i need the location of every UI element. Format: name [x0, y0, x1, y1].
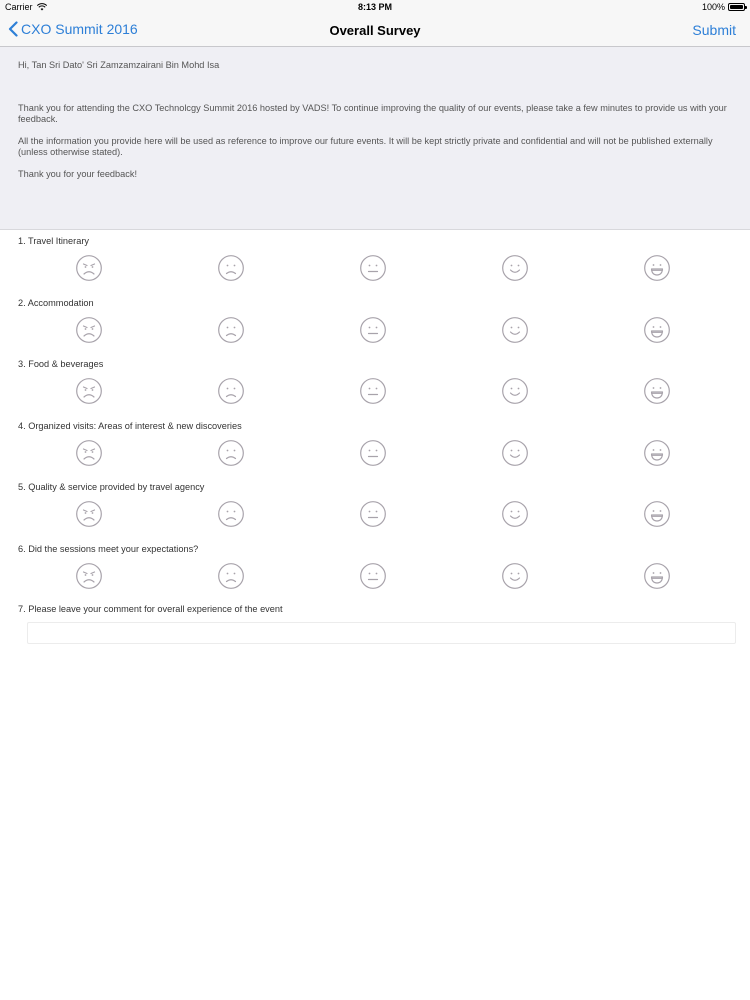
rating-row	[0, 562, 750, 592]
sad-face-icon[interactable]	[217, 316, 245, 344]
grin-face-icon[interactable]	[643, 316, 671, 344]
grin-face-icon[interactable]	[643, 377, 671, 405]
intro-paragraph-2: All the information you provide here will be used as reference to improve our future events. It will be kept strictly private and confidential and will not be published externally (unless otherwise stated).	[18, 135, 713, 157]
neutral-face-icon[interactable]	[359, 254, 387, 282]
submit-button[interactable]: Submit	[692, 22, 736, 38]
rating-row	[0, 439, 750, 469]
question-6	[0, 538, 750, 600]
comment-input[interactable]	[27, 622, 736, 644]
rating-row	[0, 316, 750, 346]
question-1	[0, 230, 750, 292]
neutral-face-icon[interactable]	[359, 316, 387, 344]
rating-row	[0, 500, 750, 530]
question-label: 2. Accommodation	[18, 297, 94, 308]
rating-row	[0, 254, 750, 284]
grin-face-icon[interactable]	[643, 500, 671, 528]
smile-face-icon[interactable]	[501, 377, 529, 405]
angry-face-icon[interactable]	[75, 254, 103, 282]
comment-label: 7. Please leave your comment for overall experience of the event	[18, 604, 283, 614]
neutral-face-icon[interactable]	[359, 439, 387, 467]
back-button-label: CXO Summit 2016	[21, 21, 138, 37]
question-label: 1. Travel Itinerary	[18, 236, 89, 246]
carrier-label: Carrier	[5, 2, 33, 12]
sad-face-icon[interactable]	[217, 439, 245, 467]
page-title: Overall Survey	[329, 23, 421, 38]
grin-face-icon[interactable]	[643, 439, 671, 467]
sad-face-icon[interactable]	[217, 500, 245, 528]
smile-face-icon[interactable]	[501, 562, 529, 590]
rating-row	[0, 377, 750, 407]
navigation-bar	[0, 14, 750, 47]
neutral-face-icon[interactable]	[359, 500, 387, 528]
question-label: 3. Food & beverages	[18, 359, 104, 369]
question-label: 4. Organized visits: Areas of interest & new discoveries	[18, 420, 242, 431]
smile-face-icon[interactable]	[501, 316, 529, 344]
sad-face-icon[interactable]	[217, 562, 245, 590]
angry-face-icon[interactable]	[75, 377, 103, 405]
grin-face-icon[interactable]	[643, 562, 671, 590]
question-4	[0, 415, 750, 477]
status-bar	[0, 0, 750, 14]
neutral-face-icon[interactable]	[359, 562, 387, 590]
sad-face-icon[interactable]	[217, 254, 245, 282]
battery-indicator	[702, 2, 745, 12]
battery-icon	[728, 3, 745, 11]
smile-face-icon[interactable]	[501, 500, 529, 528]
intro-paragraph-3: Thank you for your feedback!	[18, 168, 137, 179]
neutral-face-icon[interactable]	[359, 377, 387, 405]
question-5	[0, 476, 750, 538]
question-label: 6. Did the sessions meet your expectations?	[18, 543, 199, 554]
intro-section	[0, 47, 750, 230]
angry-face-icon[interactable]	[75, 316, 103, 344]
battery-percent: 100%	[701, 2, 725, 12]
clock: 8:13 PM	[357, 2, 392, 12]
greeting-text: Hi, Tan Sri Dato' Sri Zamzamzairani Bin Mohd Isa	[18, 60, 220, 70]
angry-face-icon[interactable]	[75, 439, 103, 467]
intro-paragraph-1: Thank you for attending the CXO Technolcgy Summit 2016 hosted by VADS! To continue improving the quality of our events, please take a few minutes to provide us with your feedback.	[18, 102, 727, 124]
sad-face-icon[interactable]	[217, 377, 245, 405]
question-2	[0, 292, 750, 354]
question-3	[0, 353, 750, 415]
question-label: 5. Quality & service provided by travel agency	[18, 482, 205, 492]
smile-face-icon[interactable]	[501, 439, 529, 467]
angry-face-icon[interactable]	[75, 562, 103, 590]
angry-face-icon[interactable]	[75, 500, 103, 528]
grin-face-icon[interactable]	[643, 254, 671, 282]
smile-face-icon[interactable]	[501, 254, 529, 282]
